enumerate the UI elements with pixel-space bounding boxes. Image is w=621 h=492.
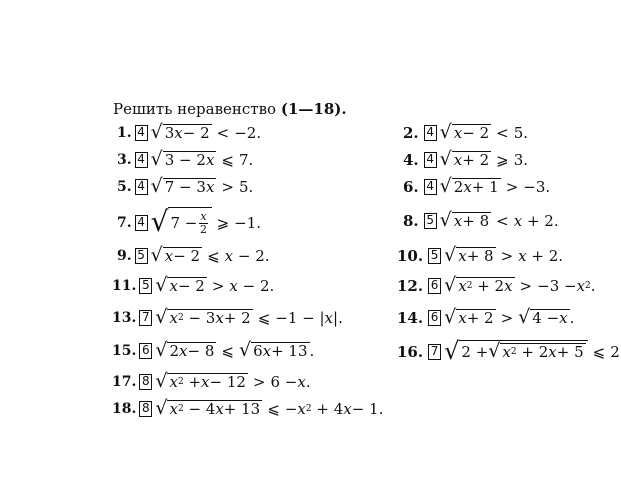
difficulty-box: 5 <box>135 248 148 264</box>
problem-number: 17. <box>112 374 137 390</box>
problem-2 <box>403 121 529 143</box>
inequality: √ 7 − $\frac{x}{2}$ ⩾ −1. <box>150 205 262 238</box>
problem-6 <box>403 175 551 197</box>
heading-text: Решить неравенство <box>113 100 277 118</box>
problem-number: 11. <box>112 278 137 294</box>
difficulty-box: 5 <box>139 278 152 294</box>
difficulty-box: 7 <box>139 310 152 326</box>
problem-number: 2. <box>403 124 419 142</box>
difficulty-box: 4 <box>135 125 148 141</box>
problem-5 <box>117 175 254 197</box>
problem-8 <box>403 209 559 231</box>
problem-4 <box>403 148 529 170</box>
problem-number: 10. <box>397 247 424 265</box>
inequality: √ 2 x − 8 ⩽ √ 6 x + 13 . <box>155 339 315 361</box>
problem-number: 6. <box>403 178 419 196</box>
difficulty-box: 5 <box>424 213 437 229</box>
problem-number: 9. <box>117 248 132 264</box>
problem-number: 7. <box>117 214 132 231</box>
difficulty-box: 4 <box>424 125 437 141</box>
difficulty-box: 8 <box>139 374 152 390</box>
inequality: √ 2 x + 1 > −3. <box>439 175 551 197</box>
difficulty-box: 4 <box>135 152 148 168</box>
difficulty-box: 8 <box>139 401 152 417</box>
exercise-heading <box>113 100 347 118</box>
problem-12 <box>397 274 596 296</box>
inequality: √ 3 − 2 x ⩽ 7. <box>150 148 254 170</box>
difficulty-box: 4 <box>424 179 437 195</box>
problem-number: 16. <box>397 342 424 361</box>
problem-number: 18. <box>112 401 137 417</box>
problem-18 <box>112 397 384 419</box>
inequality: √ x − 2 > x − 2. <box>155 274 275 296</box>
problem-17 <box>112 370 311 392</box>
problem-10 <box>397 244 564 266</box>
inequality: √ 7 − 3 x > 5. <box>150 175 254 197</box>
inequality: √ x 2 − 3 x + 2 ⩽ −1 − | x |. <box>155 306 343 328</box>
difficulty-box: 4 <box>135 215 148 231</box>
heading-range: (1—18). <box>280 100 347 118</box>
problem-1 <box>117 121 262 143</box>
problem-number: 3. <box>117 152 132 168</box>
problem-11 <box>112 274 275 296</box>
difficulty-box: 4 <box>135 179 148 195</box>
problem-number: 15. <box>112 343 137 359</box>
problem-3 <box>117 148 254 170</box>
problem-number: 14. <box>397 309 424 327</box>
inequality: √ 2 + √ x 2 + 2 x + 5 ⩽ 2 <box>444 337 620 365</box>
inequality: √ 3 x − 2 < −2. <box>150 121 262 143</box>
problem-number: 5. <box>117 179 132 195</box>
inequality: √ x 2 + 2 x > −3 − x 2 . <box>444 274 596 296</box>
difficulty-box: 7 <box>428 344 441 360</box>
difficulty-box: 6 <box>428 278 441 294</box>
problem-9 <box>117 244 270 266</box>
difficulty-box: 6 <box>139 343 152 359</box>
inequality: √ x + 2 > √ 4 − x . <box>444 306 575 328</box>
problem-15 <box>112 339 315 361</box>
problem-number: 4. <box>403 151 419 169</box>
difficulty-box: 6 <box>428 310 441 326</box>
problem-13 <box>112 306 343 328</box>
problem-16 <box>397 337 620 365</box>
inequality: √ x − 2 ⩽ x − 2. <box>150 244 270 266</box>
problem-number: 13. <box>112 310 137 326</box>
inequality: √ x + 8 > x + 2. <box>444 244 564 266</box>
problem-number: 8. <box>403 212 419 230</box>
problem-number: 1. <box>117 125 132 141</box>
problem-7 <box>117 207 261 238</box>
inequality: √ x 2 + x − 12 > 6 − x . <box>155 370 311 392</box>
inequality: √ x − 2 < 5. <box>439 121 529 143</box>
problem-14 <box>397 306 575 328</box>
difficulty-box: 5 <box>428 248 441 264</box>
inequality: √ x 2 − 4 x + 13 ⩽ − x 2 + 4 x − 1. <box>155 397 384 419</box>
difficulty-box: 4 <box>424 152 437 168</box>
inequality: √ x + 2 ⩾ 3. <box>439 148 529 170</box>
problem-number: 12. <box>397 277 424 295</box>
inequality: √ x + 8 < x + 2. <box>439 209 559 231</box>
